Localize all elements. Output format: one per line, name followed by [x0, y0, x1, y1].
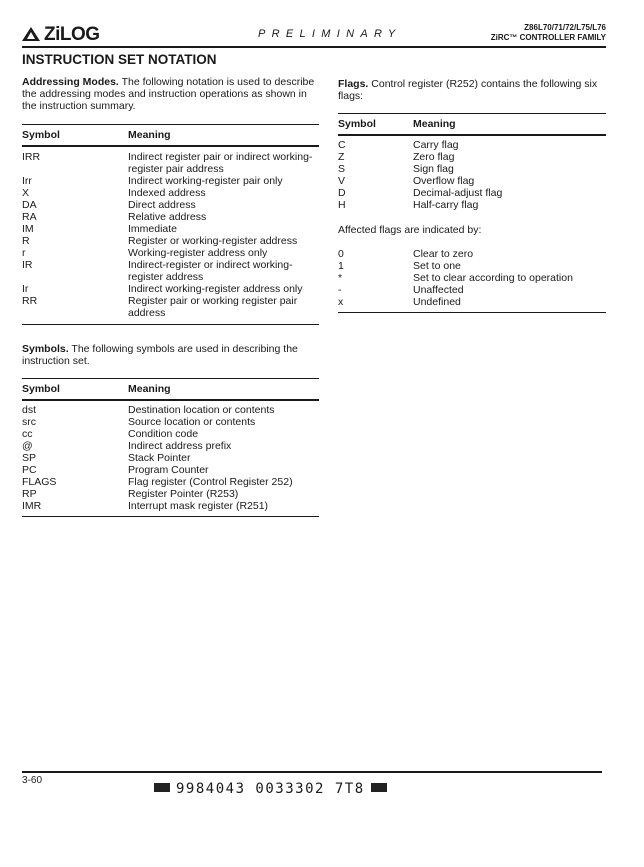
preliminary-label: PRELIMINARY — [258, 28, 402, 40]
barcode-text: 9984043 0033302 7T8 — [176, 781, 365, 797]
product-family: ZiRC™ CONTROLLER FAMILY — [490, 33, 606, 42]
row-meaning: Zero flag — [413, 151, 455, 163]
row-symbol: X — [22, 187, 30, 199]
flags-intro — [338, 78, 606, 102]
row-symbol: r — [22, 247, 26, 259]
row-meaning: Carry flag — [413, 139, 459, 151]
affected-flags-text: Affected flags are indicated by: — [338, 224, 482, 236]
addressing-intro — [22, 76, 319, 112]
affected-flags-body — [338, 248, 606, 310]
row-meaning: Destination location or contents — [128, 404, 275, 416]
flags-table-top-rule — [338, 113, 606, 114]
row-meaning: Program Counter — [128, 464, 209, 476]
row-meaning: Indirect register pair or indirect working-register pair address — [128, 151, 313, 175]
logo-text: ZiLOG — [44, 24, 100, 45]
symbols-table-top-rule — [22, 378, 319, 379]
barcode-block-icon — [371, 783, 387, 792]
row-symbol: RA — [22, 211, 37, 223]
row-meaning: Indirect-register or indirect working-register address — [128, 259, 293, 283]
addressing-table-body — [22, 151, 319, 323]
barcode-block-icon — [154, 783, 170, 792]
row-symbol: dst — [22, 404, 37, 416]
flags-col-symbol: Symbol — [338, 118, 376, 130]
symbols-intro — [22, 343, 319, 367]
row-symbol: V — [338, 175, 346, 187]
row-meaning: Flag register (Control Register 252) — [128, 476, 293, 488]
footer-rule — [22, 771, 602, 773]
part-number-block — [491, 23, 606, 43]
row-meaning: Set to clear according to operation — [413, 272, 573, 284]
addressing-heading: Addressing Modes. — [22, 76, 119, 88]
row-symbol: x — [338, 296, 344, 308]
row-meaning: Register or working-register address — [128, 235, 298, 247]
row-meaning: Stack Pointer — [128, 452, 191, 464]
row-meaning: Set to one — [413, 260, 461, 272]
symbols-heading: Symbols. — [22, 343, 69, 355]
row-meaning: Unaffected — [413, 284, 464, 296]
addressing-table-bottom-rule — [22, 324, 319, 325]
row-symbol: IM — [22, 223, 34, 235]
row-symbol: - — [338, 284, 342, 296]
flags-table-bottom-rule — [338, 312, 606, 313]
row-meaning: Indexed address — [128, 187, 206, 199]
flags-col-meaning: Meaning — [413, 118, 456, 130]
symbols-text: The following symbols are used in describing the instruction set. — [22, 343, 298, 367]
addressing-col-symbol: Symbol — [22, 129, 60, 141]
flags-text: Control register (R252) contains the following six flags: — [338, 78, 598, 102]
zilog-logo — [22, 24, 100, 46]
row-symbol: 0 — [338, 248, 344, 260]
logo-mark-icon — [22, 27, 40, 41]
row-symbol: @ — [22, 440, 33, 452]
row-meaning: Register Pointer (R253) — [128, 488, 239, 500]
flags-table-body — [338, 139, 606, 213]
row-symbol: S — [338, 163, 346, 175]
row-meaning: Register pair or working register pair address — [128, 295, 298, 319]
symbols-table-body — [22, 404, 319, 514]
addressing-col-meaning: Meaning — [128, 129, 171, 141]
addressing-text: The following notation is used to describe the addressing modes and instruction operations as shown in the instruction summary. — [22, 76, 315, 112]
row-meaning: Relative address — [128, 211, 207, 223]
flags-heading: Flags. — [338, 78, 369, 90]
flags-table-header-rule — [338, 134, 606, 136]
addressing-table-top-rule — [22, 124, 319, 125]
symbols-col-symbol: Symbol — [22, 383, 60, 395]
row-symbol: R — [22, 235, 30, 247]
row-symbol: IRR — [22, 151, 41, 163]
row-symbol: Ir — [22, 283, 29, 295]
part-number: Z86L70/71/72/L75/L76 — [524, 23, 606, 32]
page-number: 3-60 — [22, 775, 43, 786]
row-symbol: IMR — [22, 500, 42, 512]
row-symbol: D — [338, 187, 346, 199]
row-symbol: Z — [338, 151, 345, 163]
row-meaning: Decimal-adjust flag — [413, 187, 503, 199]
row-meaning: Direct address — [128, 199, 196, 211]
row-meaning: Condition code — [128, 428, 199, 440]
symbols-table-bottom-rule — [22, 516, 319, 517]
symbols-col-meaning: Meaning — [128, 383, 171, 395]
barcode-line — [148, 781, 393, 797]
addressing-table-header-rule — [22, 145, 319, 147]
row-meaning: Immediate — [128, 223, 178, 235]
row-meaning: Sign flag — [413, 163, 454, 175]
header-rule — [22, 46, 606, 48]
row-symbol: IR — [22, 259, 33, 271]
row-symbol: Irr — [22, 175, 32, 187]
row-meaning: Indirect working-register pair only — [128, 175, 283, 187]
row-meaning: Source location or contents — [128, 416, 256, 428]
row-meaning: Working-register address only — [128, 247, 268, 259]
symbols-table-header-rule — [22, 399, 319, 401]
row-symbol: cc — [22, 428, 33, 440]
row-meaning: Indirect working-register address only — [128, 283, 303, 295]
row-meaning: Half-carry flag — [413, 199, 479, 211]
row-symbol: RR — [22, 295, 38, 307]
row-symbol: PC — [22, 464, 37, 476]
row-symbol: C — [338, 139, 346, 151]
row-meaning: Undefined — [413, 296, 461, 308]
row-meaning: Indirect address prefix — [128, 440, 232, 452]
row-meaning: Clear to zero — [413, 248, 474, 260]
row-symbol: RP — [22, 488, 37, 500]
page-title: INSTRUCTION SET NOTATION — [22, 52, 217, 67]
row-meaning: Overflow flag — [413, 175, 475, 187]
row-symbol: 1 — [338, 260, 344, 272]
row-symbol: FLAGS — [22, 476, 57, 488]
row-symbol: H — [338, 199, 346, 211]
row-meaning: Interrupt mask register (R251) — [128, 500, 269, 512]
row-symbol: * — [338, 272, 343, 284]
row-symbol: DA — [22, 199, 37, 211]
row-symbol: SP — [22, 452, 37, 464]
row-symbol: src — [22, 416, 36, 428]
